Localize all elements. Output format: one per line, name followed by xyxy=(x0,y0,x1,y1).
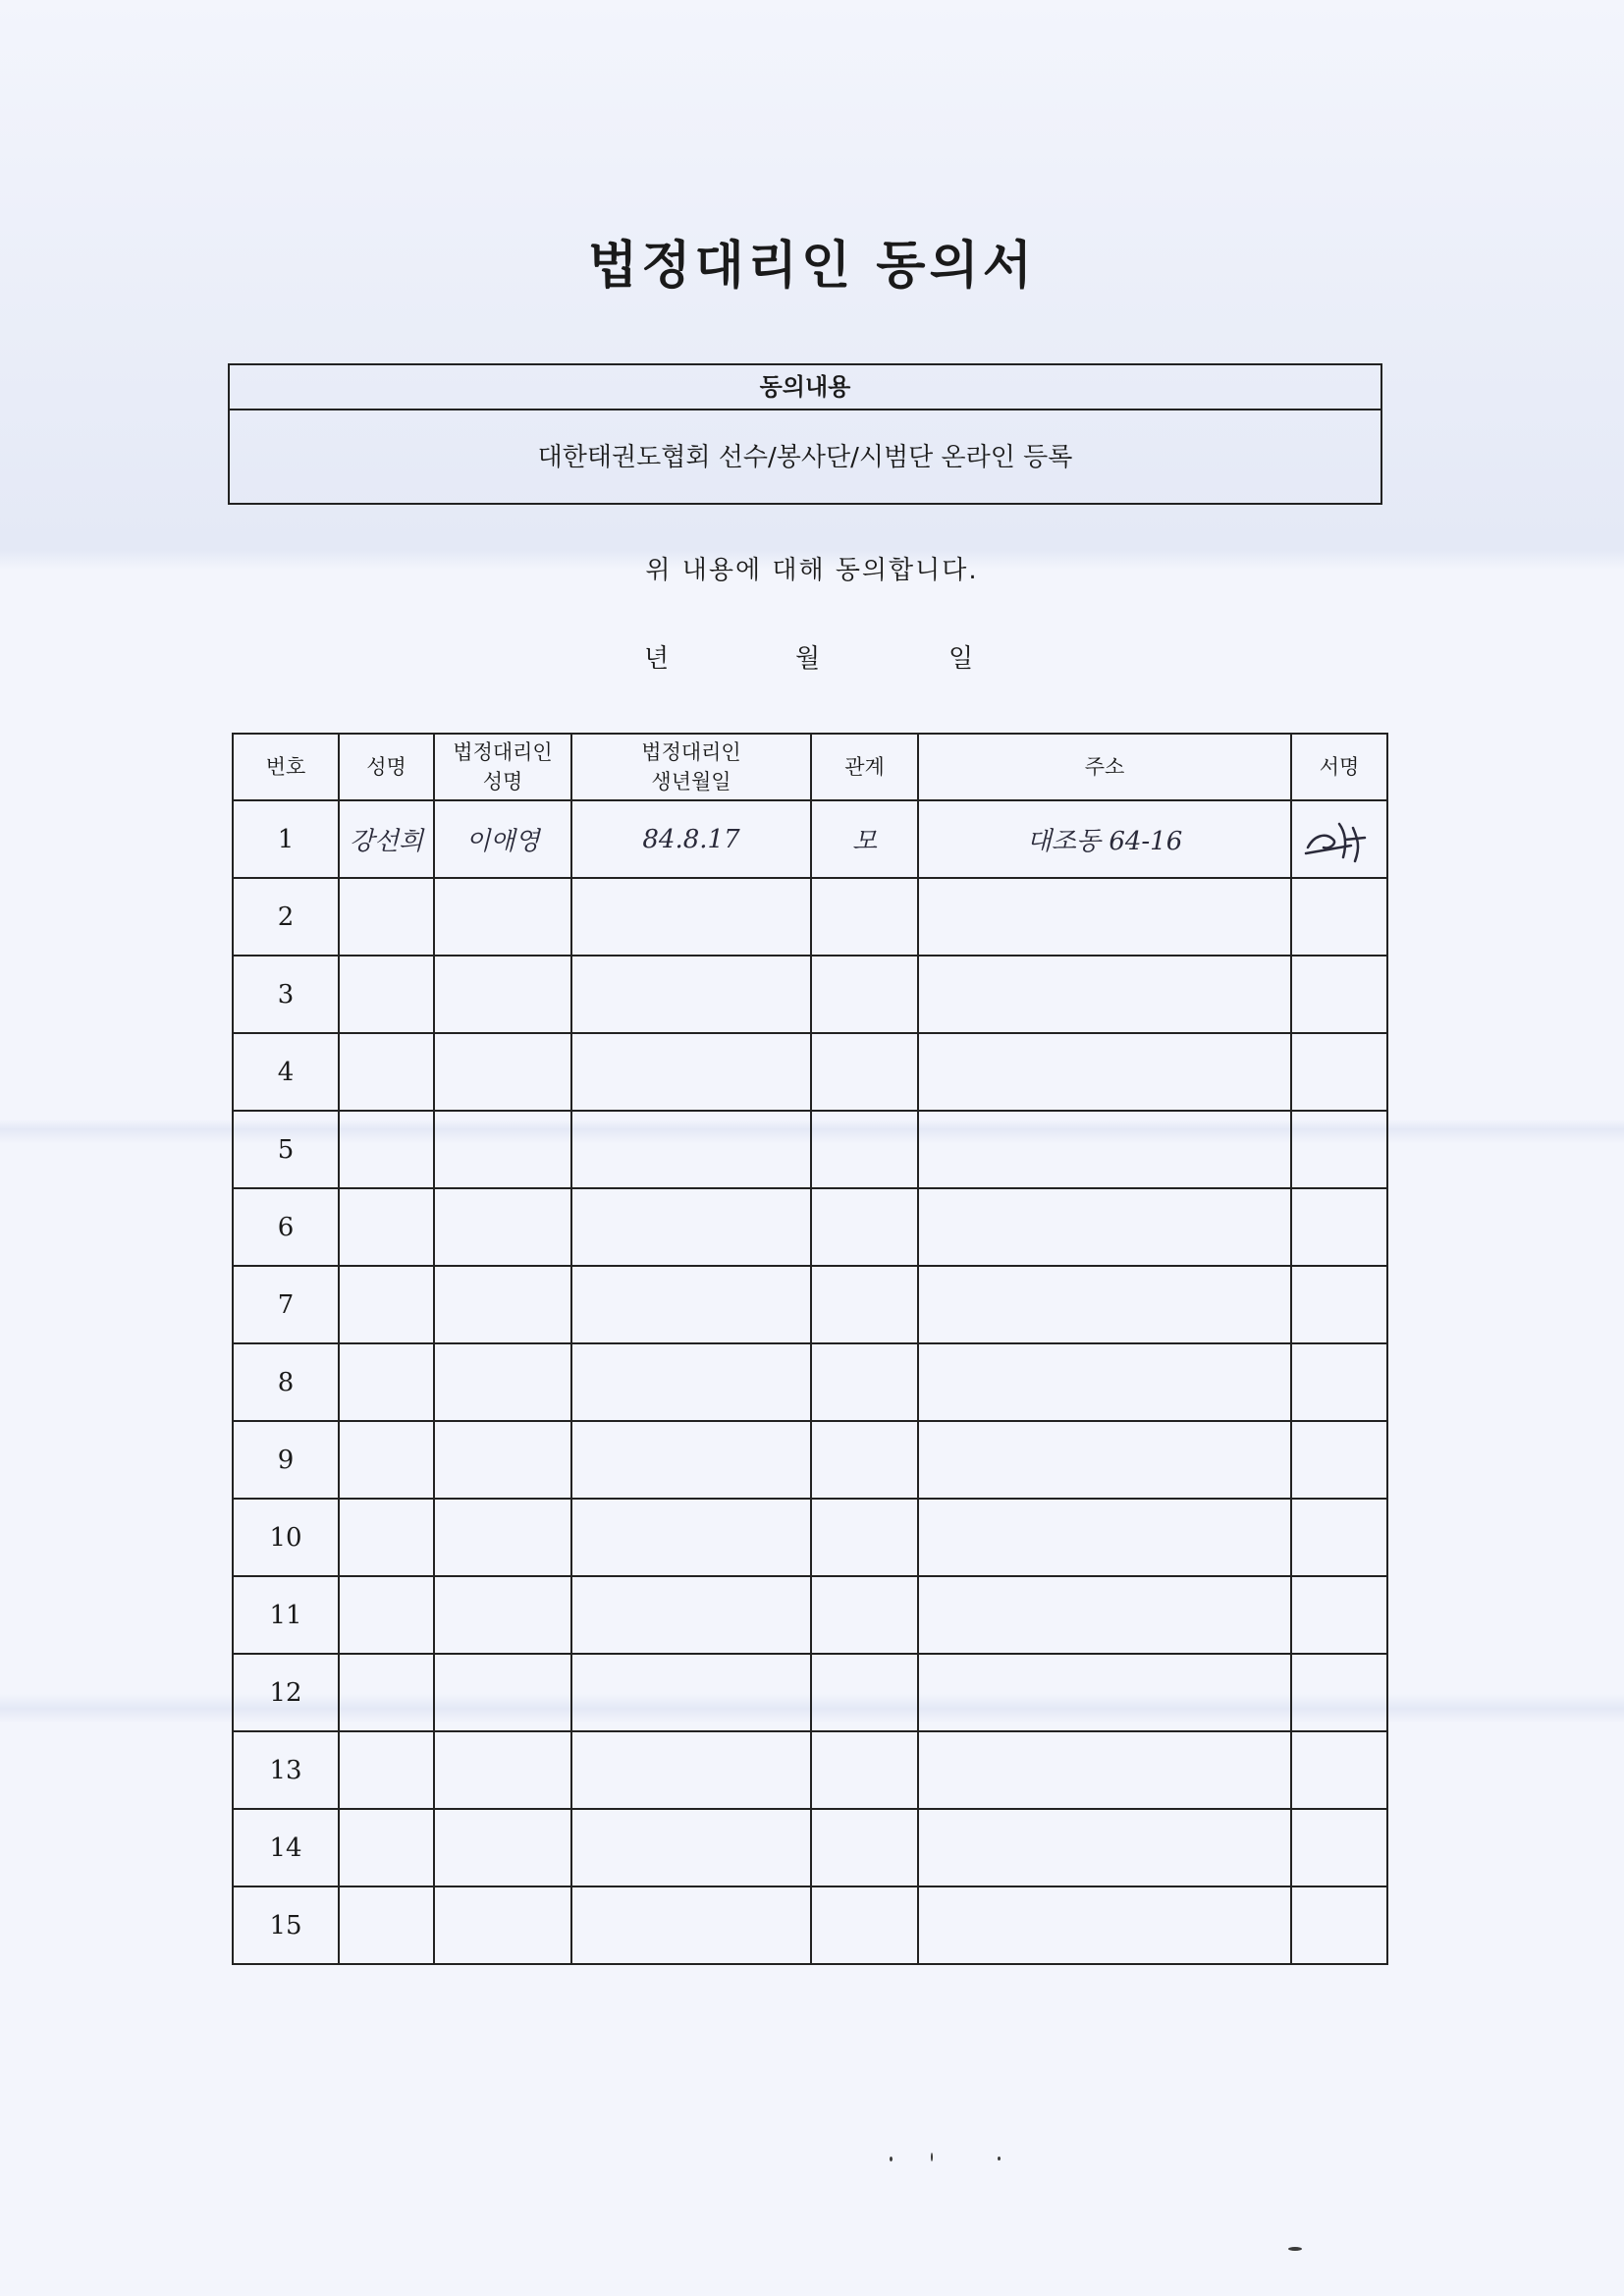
cell-guardian-name xyxy=(434,878,571,956)
handwritten-signature xyxy=(1291,800,1387,878)
cell-signature xyxy=(1291,956,1387,1033)
cell-address xyxy=(918,1654,1291,1731)
cell-guardian-name: 이애영 xyxy=(434,800,571,878)
cell-relation xyxy=(811,1266,918,1343)
cell-guardian-name xyxy=(434,1576,571,1654)
cell-name xyxy=(339,1731,434,1809)
date-year-label: 년 xyxy=(644,644,670,674)
consent-box xyxy=(228,363,1382,505)
cell-guardian-birth xyxy=(571,956,811,1033)
cell-signature xyxy=(1291,1886,1387,1964)
cell-no: 4 xyxy=(233,1033,339,1111)
cell-guardian-birth xyxy=(571,1033,811,1111)
cell-guardian-name xyxy=(434,1809,571,1886)
cell-relation xyxy=(811,1033,918,1111)
table-body xyxy=(233,800,1387,1964)
cell-signature xyxy=(1291,1421,1387,1499)
cell-no: 6 xyxy=(233,1188,339,1266)
table-row xyxy=(233,956,1387,1033)
cell-name xyxy=(339,956,434,1033)
cell-name xyxy=(339,1576,434,1654)
speck xyxy=(1288,2247,1302,2251)
cell-name xyxy=(339,1033,434,1111)
signature-scribble xyxy=(1300,810,1379,869)
header-address: 주소 xyxy=(918,734,1291,800)
cell-no: 5 xyxy=(233,1111,339,1188)
cell-name xyxy=(339,878,434,956)
speck xyxy=(890,2157,893,2161)
header-guardian-birth: 법정대리인 생년월일 xyxy=(571,734,811,800)
cell-guardian-birth xyxy=(571,1886,811,1964)
date-line xyxy=(0,638,1624,678)
header-name: 성명 xyxy=(339,734,434,800)
table-row xyxy=(233,1421,1387,1499)
table-row xyxy=(233,1731,1387,1809)
table-row xyxy=(233,1343,1387,1421)
cell-no: 12 xyxy=(233,1654,339,1731)
table-row xyxy=(233,1886,1387,1964)
cell-signature xyxy=(1291,1188,1387,1266)
cell-guardian-name xyxy=(434,1343,571,1421)
cell-guardian-birth xyxy=(571,1421,811,1499)
cell-address xyxy=(918,956,1291,1033)
cell-address xyxy=(918,1188,1291,1266)
table-row xyxy=(233,1809,1387,1886)
cell-guardian-birth xyxy=(571,1343,811,1421)
header-relation: 관계 xyxy=(811,734,918,800)
cell-relation xyxy=(811,878,918,956)
cell-address xyxy=(918,1576,1291,1654)
cell-no: 10 xyxy=(233,1499,339,1576)
cell-relation xyxy=(811,1886,918,1964)
cell-relation xyxy=(811,1188,918,1266)
cell-no: 14 xyxy=(233,1809,339,1886)
cell-guardian-birth xyxy=(571,1188,811,1266)
cell-name xyxy=(339,1111,434,1188)
speck xyxy=(998,2157,1001,2160)
cell-name xyxy=(339,1188,434,1266)
cell-name xyxy=(339,1809,434,1886)
cell-guardian-birth xyxy=(571,1731,811,1809)
cell-guardian-birth xyxy=(571,1576,811,1654)
cell-guardian-birth xyxy=(571,1654,811,1731)
cell-address xyxy=(918,1809,1291,1886)
cell-signature xyxy=(1291,1731,1387,1809)
cell-name xyxy=(339,1499,434,1576)
cell-signature xyxy=(1291,878,1387,956)
cell-address xyxy=(918,1731,1291,1809)
table-row xyxy=(233,1111,1387,1188)
cell-relation xyxy=(811,1654,918,1731)
cell-guardian-birth xyxy=(571,1111,811,1188)
cell-guardian-name xyxy=(434,1654,571,1731)
cell-address xyxy=(918,1421,1291,1499)
consent-header: 동의내용 xyxy=(230,365,1380,410)
cell-guardian-birth: 84.8.17 xyxy=(571,800,811,878)
cell-name xyxy=(339,1886,434,1964)
cell-guardian-name xyxy=(434,1033,571,1111)
cell-guardian-name xyxy=(434,1266,571,1343)
cell-relation xyxy=(811,1809,918,1886)
header-no: 번호 xyxy=(233,734,339,800)
cell-no: 9 xyxy=(233,1421,339,1499)
cell-relation xyxy=(811,1111,918,1188)
cell-signature xyxy=(1291,1499,1387,1576)
consent-content: 대한태권도협회 선수/봉사단/시범단 온라인 등록 xyxy=(537,443,1073,472)
cell-no: 15 xyxy=(233,1886,339,1964)
document-title: 법정대리인 동의서 xyxy=(588,236,1036,296)
cell-signature xyxy=(1291,1654,1387,1731)
table-row xyxy=(233,1499,1387,1576)
table-row xyxy=(233,1033,1387,1111)
agreement-statement: 위 내용에 대해 동의합니다. xyxy=(645,556,979,585)
cell-address xyxy=(918,1033,1291,1111)
cell-guardian-name xyxy=(434,1731,571,1809)
cell-relation xyxy=(811,1421,918,1499)
date-day-label: 일 xyxy=(948,644,974,674)
cell-guardian-birth xyxy=(571,1499,811,1576)
cell-signature xyxy=(1291,1111,1387,1188)
cell-address xyxy=(918,1111,1291,1188)
speck xyxy=(931,2153,933,2161)
cell-signature xyxy=(1291,1343,1387,1421)
cell-guardian-name xyxy=(434,1421,571,1499)
cell-no: 1 xyxy=(233,800,339,878)
table-row xyxy=(233,878,1387,956)
cell-relation xyxy=(811,1499,918,1576)
cell-relation xyxy=(811,1576,918,1654)
cell-relation: 모 xyxy=(811,800,918,878)
cell-address xyxy=(918,1343,1291,1421)
cell-address xyxy=(918,1266,1291,1343)
cell-guardian-name xyxy=(434,956,571,1033)
date-month-label: 월 xyxy=(795,644,821,674)
guardian-roster-table xyxy=(232,733,1388,1965)
table-row xyxy=(233,1188,1387,1266)
cell-no: 8 xyxy=(233,1343,339,1421)
cell-name: 강선희 xyxy=(339,800,434,878)
cell-signature xyxy=(1291,1809,1387,1886)
table-row xyxy=(233,1576,1387,1654)
cell-no: 2 xyxy=(233,878,339,956)
cell-name xyxy=(339,1421,434,1499)
cell-address: 대조동 64-16 xyxy=(918,800,1291,878)
header-signature: 서명 xyxy=(1291,734,1387,800)
cell-name xyxy=(339,1266,434,1343)
cell-address xyxy=(918,878,1291,956)
cell-signature xyxy=(1291,1266,1387,1343)
cell-no: 7 xyxy=(233,1266,339,1343)
cell-guardian-birth xyxy=(571,878,811,956)
cell-guardian-name xyxy=(434,1188,571,1266)
cell-guardian-birth xyxy=(571,1266,811,1343)
cell-address xyxy=(918,1886,1291,1964)
cell-no: 13 xyxy=(233,1731,339,1809)
header-guardian-name: 법정대리인 성명 xyxy=(434,734,571,800)
cell-signature xyxy=(1291,1033,1387,1111)
cell-no: 3 xyxy=(233,956,339,1033)
cell-relation xyxy=(811,1343,918,1421)
cell-signature xyxy=(1291,1576,1387,1654)
cell-guardian-birth xyxy=(571,1809,811,1886)
cell-relation xyxy=(811,956,918,1033)
cell-guardian-name xyxy=(434,1886,571,1964)
table-row xyxy=(233,1266,1387,1343)
table-header-row xyxy=(233,734,1387,800)
cell-name xyxy=(339,1654,434,1731)
cell-guardian-name xyxy=(434,1499,571,1576)
cell-name xyxy=(339,1343,434,1421)
table-row xyxy=(233,1654,1387,1731)
cell-relation xyxy=(811,1731,918,1809)
cell-guardian-name xyxy=(434,1111,571,1188)
cell-no: 11 xyxy=(233,1576,339,1654)
cell-address xyxy=(918,1499,1291,1576)
table-row xyxy=(233,800,1387,878)
